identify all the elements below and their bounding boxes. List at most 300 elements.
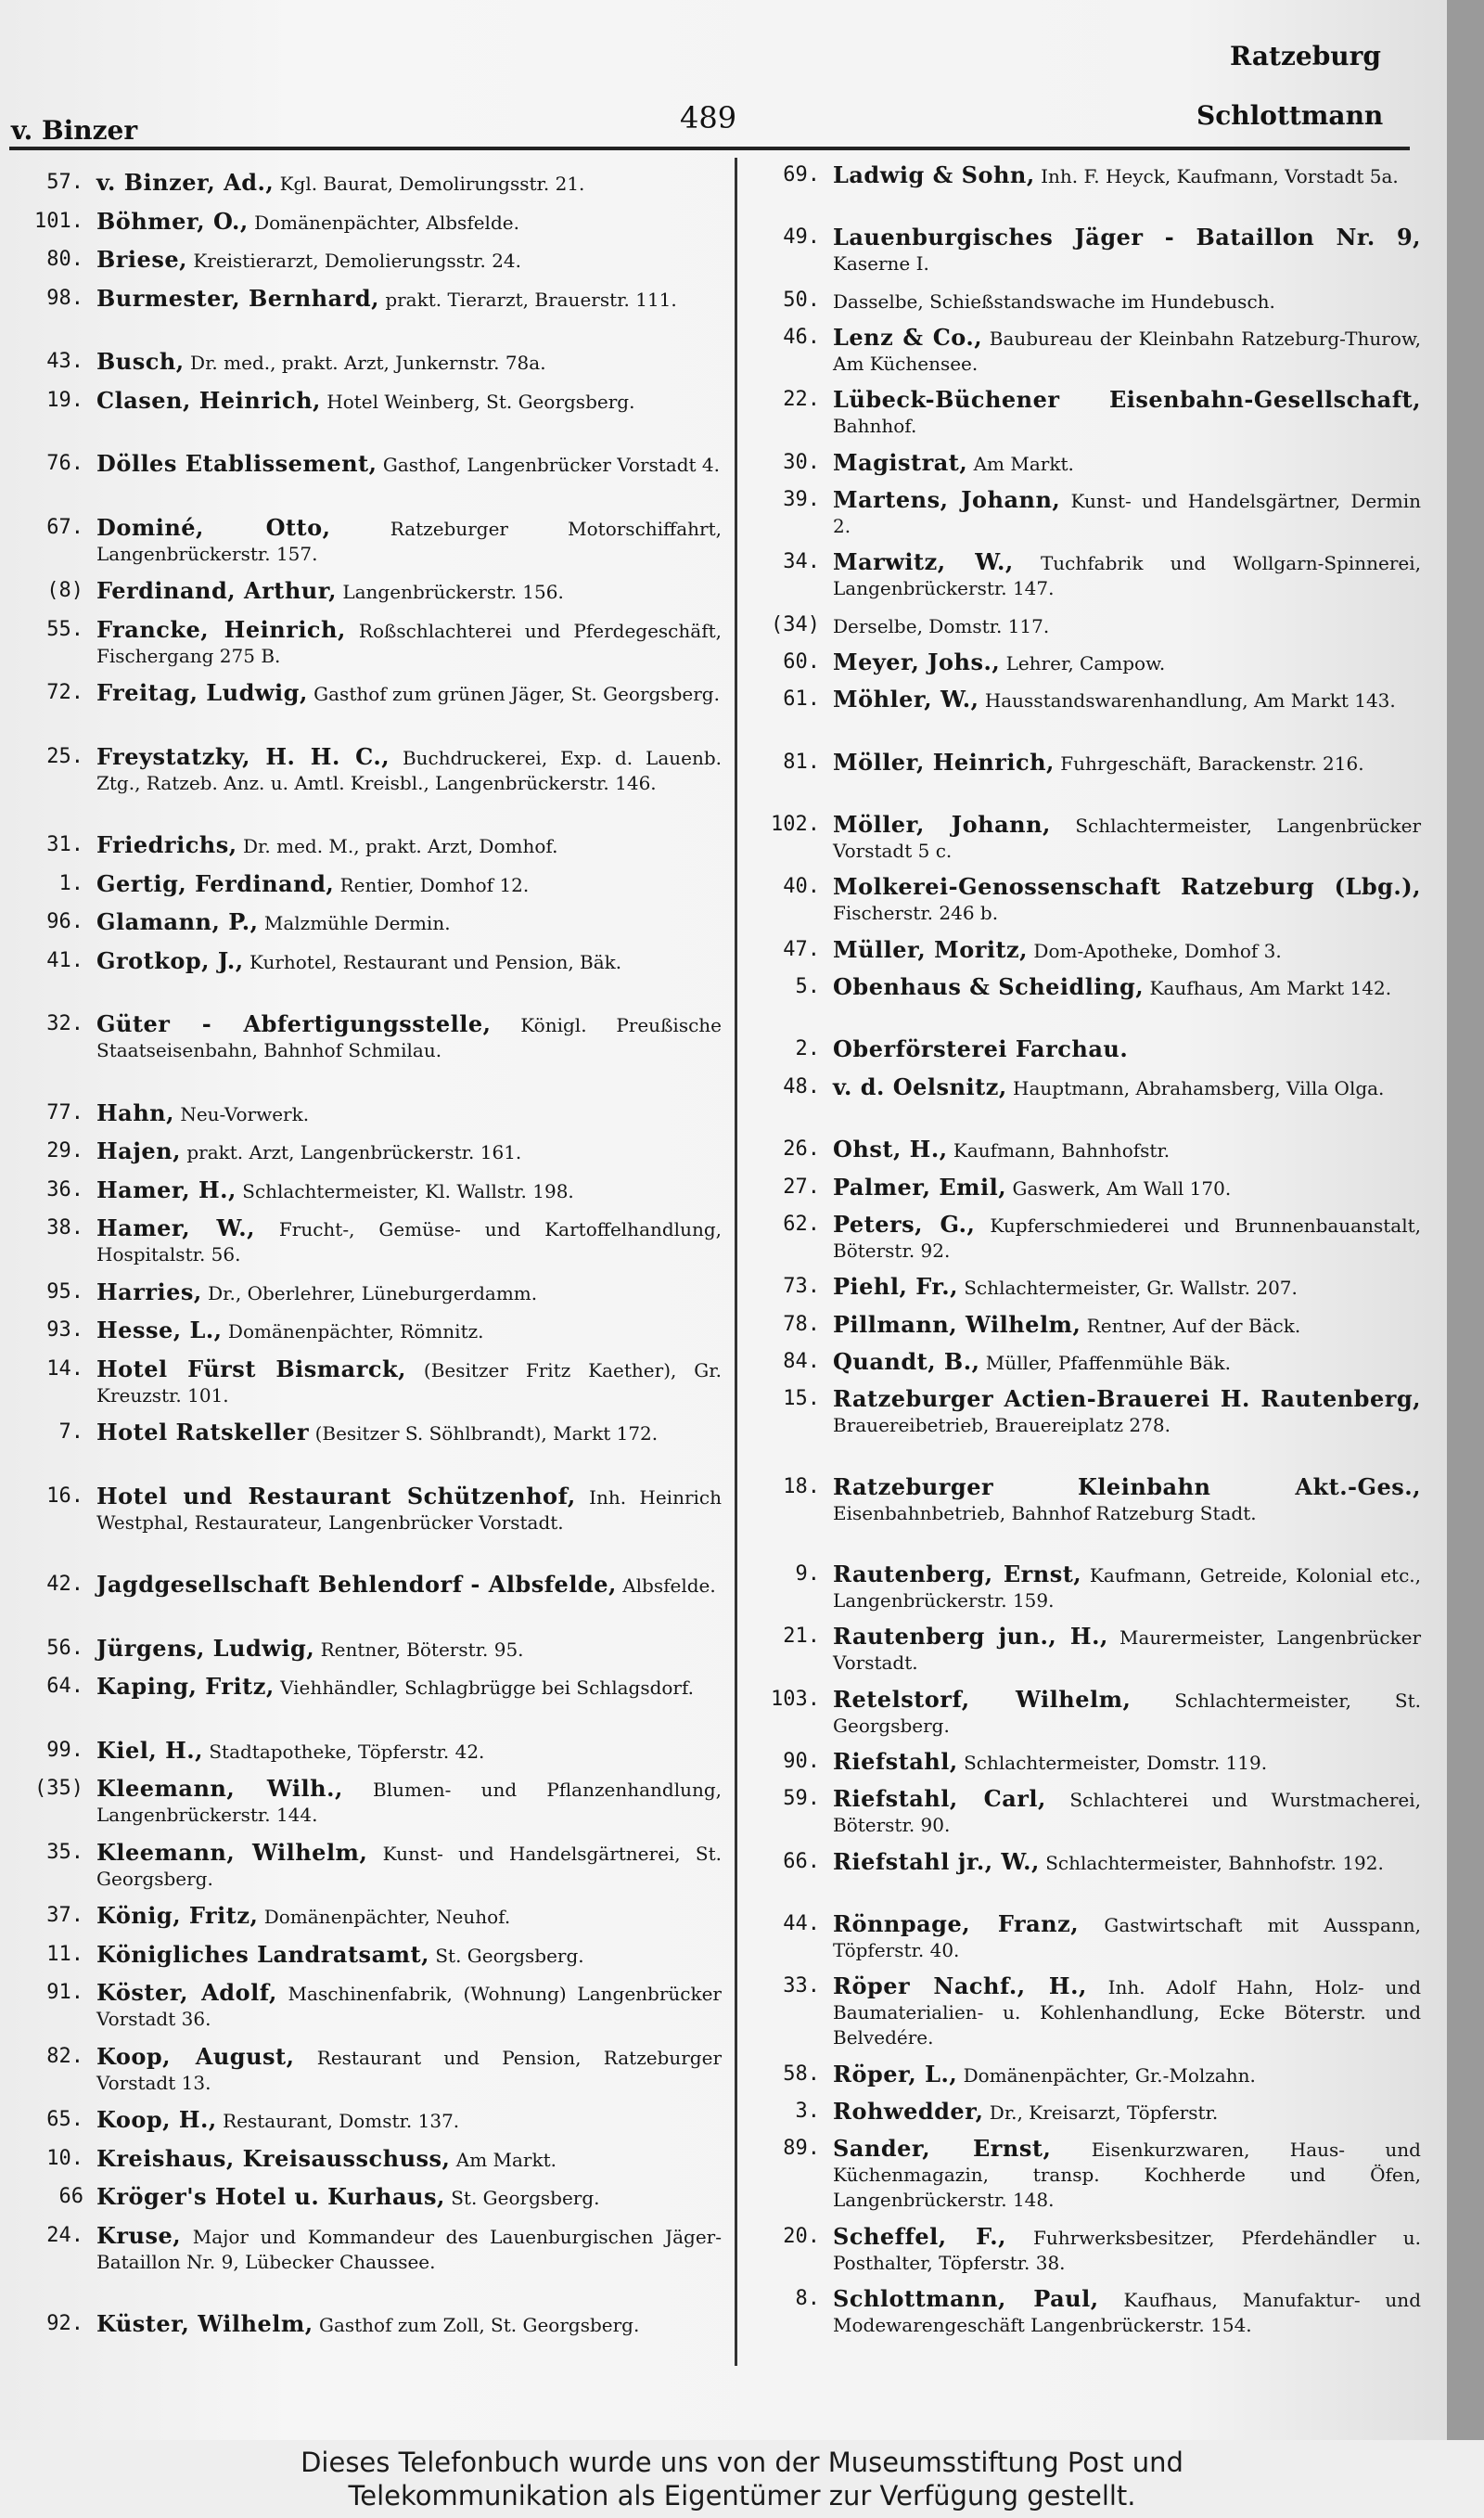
- entry-number: 101.: [34, 210, 83, 233]
- entry-detail: St. Georgsberg.: [451, 2187, 600, 2209]
- entry-detail: Rentner, Auf der Bäck.: [1086, 1315, 1301, 1337]
- directory-entry: [11, 680, 725, 730]
- footer-line-2: Telekommunikation als Eigentümer zur Verfügung gestellt.: [348, 2480, 1136, 2512]
- entry-detail: Derselbe, Domstr. 117.: [833, 615, 1050, 637]
- entry-number: 37.: [46, 1904, 83, 1927]
- entry-text: [96, 578, 722, 605]
- entry-name: Burmester, Bernhard,: [96, 285, 379, 312]
- entry-text: [96, 1738, 722, 1765]
- entry-name: Schlottmann, Paul,: [833, 2285, 1099, 2312]
- directory-entry: [11, 1484, 725, 1559]
- entry-detail: Kupferschmiederei und Brunnenbauanstalt, Böterstr. 92.: [833, 1214, 1422, 1262]
- directory-entry: [11, 286, 725, 336]
- header-rule: [9, 147, 1410, 150]
- entry-name: Rautenberg, Ernst,: [833, 1561, 1082, 1587]
- directory-entry: [748, 1624, 1425, 1674]
- directory-entry: [748, 1973, 1425, 2049]
- entry-text: [833, 649, 1421, 676]
- entry-detail: Rentier, Domhof 12.: [339, 874, 530, 896]
- directory-entry: [748, 812, 1425, 862]
- entry-text: [96, 2146, 722, 2173]
- entry-detail: Gasthof zum grünen Jäger, St. Georgsberg.: [313, 683, 720, 705]
- entry-name: Peters, G.,: [833, 1211, 976, 1238]
- directory-entry: [748, 487, 1425, 537]
- entry-text: [833, 1036, 1421, 1063]
- directory-entry: [11, 948, 725, 998]
- entry-text: [96, 1317, 722, 1344]
- entry-text: [96, 247, 722, 274]
- entry-text: [96, 832, 722, 859]
- directory-entry: [11, 871, 725, 896]
- entry-number: 98.: [46, 287, 83, 310]
- entry-number: 72.: [46, 681, 83, 704]
- directory-entry: [748, 450, 1425, 475]
- directory-entry: [748, 1212, 1425, 1262]
- page-number: 489: [680, 100, 737, 135]
- entry-text: [96, 1138, 722, 1165]
- entry-detail: Hotel Weinberg, St. Georgsberg.: [326, 391, 635, 413]
- entry-detail: Neu-Vorwerk.: [180, 1103, 310, 1125]
- entry-text: [96, 1100, 722, 1127]
- directory-entry: [748, 325, 1425, 375]
- entry-detail: (Besitzer S. Söhlbrandt), Markt 172.: [314, 1422, 659, 1445]
- entry-number: 8.: [795, 2287, 820, 2310]
- entry-name: Piehl, Fr.,: [833, 1273, 958, 1300]
- entry-detail: Schlachtermeister, St. Georgsberg.: [833, 1689, 1422, 1737]
- entry-text: [833, 225, 1421, 276]
- entry-number: 59.: [783, 1787, 820, 1810]
- entry-number: 18.: [783, 1475, 820, 1498]
- entry-name: v. d. Oelsnitz,: [833, 1073, 1007, 1100]
- entry-detail: Kgl. Baurat, Demolirungsstr. 21.: [279, 173, 585, 195]
- entry-number: 38.: [46, 1216, 83, 1240]
- entry-text: [833, 2136, 1421, 2213]
- entry-number: 10.: [46, 2147, 83, 2170]
- directory-entry: [748, 937, 1425, 962]
- entry-detail: Dr., Kreisarzt, Töpferstr.: [989, 2101, 1219, 2124]
- entry-number: 22.: [783, 388, 820, 411]
- directory-entry: [748, 1074, 1425, 1124]
- directory-entry: [748, 1474, 1425, 1549]
- entry-detail: Inh. F. Heyck, Kaufmann, Vorstadt 5a.: [1041, 165, 1399, 187]
- entry-text: [833, 1349, 1421, 1376]
- entry-text: [96, 1980, 722, 2032]
- entry-name: Dominé, Otto,: [96, 514, 331, 541]
- directory-entry: [11, 1674, 725, 1724]
- entry-name: Martens, Johann,: [833, 486, 1061, 513]
- directory-entry: [11, 170, 725, 195]
- entry-name: Ferdinand, Arthur,: [96, 577, 337, 604]
- entry-number: 1.: [58, 872, 83, 895]
- entry-number: 24.: [46, 2224, 83, 2247]
- entry-detail: Kunst- und Handelsgärtner, Dermin 2.: [833, 490, 1421, 537]
- entry-number: 61.: [783, 687, 820, 711]
- entry-name: Hajen,: [96, 1137, 181, 1164]
- entry-name: Lenz & Co.,: [833, 324, 983, 351]
- directory-entry: [11, 1738, 725, 1763]
- entry-number: 99.: [46, 1739, 83, 1762]
- entry-detail: Dr., Oberlehrer, Lüneburgerdamm.: [208, 1282, 538, 1304]
- entry-number: 7.: [58, 1420, 83, 1444]
- entry-name: Gertig, Ferdinand,: [96, 870, 335, 897]
- entry-name: Güter - Abfertigungsstelle,: [96, 1010, 492, 1037]
- entry-detail: Königl. Preußische Staatseisenbahn, Bahnhof Schmilau.: [96, 1014, 723, 1061]
- entry-text: [96, 744, 722, 796]
- entry-text: [833, 1386, 1421, 1438]
- directory-entry: [11, 515, 725, 565]
- entry-text: [96, 680, 722, 707]
- entry-name: Retelstorf, Wilhelm,: [833, 1686, 1132, 1713]
- directory-entry: [748, 2062, 1425, 2087]
- entry-number: 26.: [783, 1137, 820, 1161]
- entry-text: [96, 1420, 722, 1446]
- entry-text: [96, 1011, 722, 1063]
- entry-detail: Viehhändler, Schlagbrügge bei Schlagsdorf.: [280, 1677, 695, 1699]
- entry-name: Clasen, Heinrich,: [96, 387, 321, 414]
- entry-text: [833, 1212, 1421, 1264]
- entry-text: [96, 2107, 722, 2134]
- entry-text: [96, 388, 722, 415]
- entry-text: [96, 1215, 722, 1267]
- entry-detail: Maschinenfabrik, (Wohnung) Langenbrücker Vorstadt 36.: [96, 1983, 722, 2030]
- directory-entry: [748, 288, 1425, 313]
- entry-name: Marwitz, W.,: [833, 548, 1014, 575]
- entry-number: 91.: [46, 1981, 83, 2004]
- entry-name: Hesse, L.,: [96, 1317, 223, 1343]
- entry-detail: Blumen- und Pflanzenhandlung, Langenbrückerstr. 144.: [96, 1779, 723, 1826]
- entry-text: [833, 612, 1421, 639]
- entry-detail: Restaurant, Domstr. 137.: [223, 2110, 460, 2132]
- entry-name: Möller, Johann,: [833, 811, 1051, 838]
- entry-number: 80.: [46, 248, 83, 271]
- entry-detail: St. Georgsberg.: [435, 1945, 584, 1967]
- directory-entry: [11, 1776, 725, 1826]
- entry-number: 9.: [795, 1562, 820, 1586]
- entry-number: 62.: [783, 1213, 820, 1236]
- entry-number: 19.: [46, 389, 83, 412]
- entry-detail: Domänenpächter, Neuhof.: [263, 1906, 511, 1928]
- entry-name: Ratzeburger Kleinbahn Akt.-Ges.,: [833, 1473, 1421, 1500]
- entry-name: Briese,: [96, 246, 187, 273]
- entry-text: [833, 325, 1421, 377]
- entry-detail: Kaufhaus, Manufaktur- und Modewarengeschäft Langenbrückerstr. 154.: [833, 2289, 1421, 2336]
- entry-detail: Kaufhaus, Am Markt 142.: [1149, 977, 1392, 999]
- entry-text: [833, 1274, 1421, 1301]
- entry-name: Quandt, B.,: [833, 1348, 980, 1375]
- entry-name: Riefstahl, Carl,: [833, 1785, 1046, 1812]
- entry-detail: Müller, Pfaffenmühle Bäk.: [985, 1352, 1231, 1374]
- entry-name: Königliches Landratsamt,: [96, 1941, 429, 1968]
- entry-text: [833, 387, 1421, 439]
- directory-entry: [748, 1312, 1425, 1337]
- entry-name: Hotel Fürst Bismarck,: [96, 1355, 406, 1382]
- entry-detail: Hauptmann, Abrahamsberg, Villa Olga.: [1013, 1077, 1385, 1099]
- entry-number: 27.: [783, 1175, 820, 1199]
- entry-text: [833, 1624, 1421, 1676]
- entry-name: Busch,: [96, 348, 185, 375]
- entry-number: 95.: [46, 1280, 83, 1304]
- entry-detail: Schlachtermeister, Gr. Wallstr. 207.: [964, 1277, 1298, 1299]
- directory-entry: [748, 974, 1425, 1024]
- entry-detail: Dom-Apotheke, Domhof 3.: [1033, 940, 1282, 962]
- entry-text: [833, 487, 1421, 539]
- entry-detail: Gastwirtschaft mit Ausspann, Töpferstr. 40.: [833, 1914, 1421, 1961]
- directory-entry: [748, 649, 1425, 674]
- entry-number: 84.: [783, 1350, 820, 1373]
- entry-text: [96, 871, 722, 898]
- directory-entry: [11, 1420, 725, 1470]
- entry-text: [96, 209, 722, 236]
- directory-entry: [11, 617, 725, 667]
- entry-number: 76.: [46, 452, 83, 475]
- entry-detail: Lehrer, Campow.: [1005, 652, 1166, 674]
- directory-entry: [11, 578, 725, 603]
- entry-name: Meyer, Johs.,: [833, 649, 1001, 675]
- directory-entry: [11, 1356, 725, 1407]
- directory-entry: [748, 1274, 1425, 1299]
- entry-detail: Fischerstr. 246 b.: [833, 902, 999, 924]
- entry-number: 92.: [46, 2312, 83, 2335]
- entry-text: [96, 1356, 722, 1408]
- entry-detail: Kaserne I.: [833, 252, 929, 275]
- directory-entry: [11, 349, 725, 374]
- entry-detail: Domänenpächter, Albsfelde.: [254, 212, 519, 234]
- directory-entry: [11, 1011, 725, 1086]
- entry-number: 42.: [46, 1573, 83, 1596]
- entry-number: 78.: [783, 1313, 820, 1336]
- entry-text: [96, 2311, 722, 2338]
- entry-name: Böhmer, O.,: [96, 208, 249, 235]
- entry-name: Möhler, W.,: [833, 686, 979, 713]
- entry-number: 35.: [46, 1841, 83, 1864]
- entry-name: Röper, L.,: [833, 2061, 958, 2088]
- entry-detail: Schlachterei und Wurstmacherei, Böterstr. 90.: [833, 1789, 1422, 1836]
- entry-number: 15.: [783, 1387, 820, 1410]
- entry-name: Koop, August,: [96, 2043, 295, 2070]
- entry-detail: Am Markt.: [973, 453, 1074, 475]
- entry-name: Hahn,: [96, 1099, 174, 1126]
- entry-detail: Domänenpächter, Römnitz.: [227, 1320, 484, 1343]
- entry-name: Francke, Heinrich,: [96, 616, 346, 643]
- entry-number: 89.: [783, 2137, 820, 2160]
- entry-number: 66.: [783, 1850, 820, 1873]
- entry-text: [833, 1175, 1421, 1201]
- entry-number: 56.: [46, 1637, 83, 1660]
- directory-entry: [11, 1572, 725, 1622]
- entry-text: [96, 2044, 722, 2096]
- entry-name: Oberförsterei Farchau.: [833, 1035, 1129, 1062]
- entry-number: 82.: [46, 2045, 83, 2068]
- entry-detail: (Besitzer Fritz Kaether), Gr. Kreuzstr. 101.: [96, 1359, 723, 1407]
- directory-entry: [11, 1980, 725, 2030]
- directory-entry: [748, 2099, 1425, 2124]
- entry-detail: Restaurant und Pension, Ratzeburger Vorstadt 13.: [96, 2047, 723, 2094]
- directory-entry: [11, 1177, 725, 1202]
- entry-name: Möller, Heinrich,: [833, 749, 1055, 776]
- entry-text: [96, 1674, 722, 1701]
- entry-number: 29.: [46, 1139, 83, 1163]
- entry-text: [833, 937, 1421, 964]
- directory-entry: [748, 1911, 1425, 1961]
- entry-number: 81.: [783, 751, 820, 774]
- entry-text: [833, 288, 1421, 315]
- entry-name: Köster, Adolf,: [96, 1979, 277, 2006]
- entry-detail: Maurermeister, Langenbrücker Vorstadt.: [833, 1626, 1421, 1674]
- entry-detail: Schlachtermeister, Domstr. 119.: [964, 1752, 1268, 1774]
- directory-entry: [748, 1386, 1425, 1461]
- entry-number: 43.: [46, 350, 83, 373]
- entry-detail: Eisenbahnbetrieb, Bahnhof Ratzeburg Stadt.: [833, 1502, 1257, 1524]
- entry-name: Rohwedder,: [833, 2098, 984, 2125]
- directory-entry: [748, 549, 1425, 599]
- entry-number: 39.: [783, 488, 820, 511]
- entry-number: (35): [34, 1777, 83, 1800]
- entry-text: [96, 1484, 722, 1535]
- entry-detail: Dasselbe, Schießstandswache im Hundebusch.: [833, 290, 1275, 313]
- entry-text: [96, 1177, 722, 1204]
- directory-entry: [748, 612, 1425, 637]
- entry-detail: Gasthof, Langenbrücker Vorstadt 4.: [382, 454, 721, 476]
- directory-entry: [748, 225, 1425, 275]
- entry-name: Palmer, Emil,: [833, 1174, 1007, 1201]
- entry-name: Hamer, H.,: [96, 1176, 237, 1203]
- entry-name: Hotel und Restaurant Schützenhof,: [96, 1483, 576, 1510]
- entry-text: [833, 874, 1421, 926]
- entry-name: Koop, H.,: [96, 2106, 217, 2133]
- entry-detail: prakt. Tierarzt, Brauerstr. 111.: [385, 289, 677, 311]
- entry-detail: Kaufmann, Bahnhofstr.: [953, 1139, 1171, 1162]
- footer-notice: [0, 2440, 1484, 2518]
- entry-number: 96.: [46, 910, 83, 933]
- entry-number: 2.: [795, 1037, 820, 1060]
- entry-name: Küster, Wilhelm,: [96, 2310, 313, 2337]
- directory-entry: [11, 2311, 725, 2361]
- entry-name: Glamann, P.,: [96, 908, 259, 935]
- footer-line-1: Dieses Telefonbuch wurde uns von der Museumsstiftung Post und: [301, 2447, 1183, 2478]
- header-right-top: Ratzeburg: [1230, 41, 1381, 71]
- directory-entry: [11, 1636, 725, 1661]
- entry-number: 30.: [783, 451, 820, 474]
- entry-name: Friedrichs,: [96, 831, 237, 858]
- entry-detail: Schlachtermeister, Bahnhofstr. 192.: [1045, 1852, 1384, 1874]
- entry-number: 49.: [783, 225, 820, 249]
- entry-number: 40.: [783, 875, 820, 898]
- directory-entry: [748, 2136, 1425, 2211]
- entry-text: [833, 2286, 1421, 2338]
- entry-detail: Roßschlachterei und Pferdegeschäft, Fischergang 275 B.: [96, 620, 722, 667]
- directory-entry: [11, 1279, 725, 1304]
- directory-entry: [11, 451, 725, 501]
- entry-text: [96, 1572, 722, 1599]
- entry-detail: Inh. Heinrich Westphal, Restaurateur, Langenbrücker Vorstadt.: [96, 1486, 722, 1534]
- entry-text: [833, 1474, 1421, 1526]
- entry-text: [833, 162, 1421, 189]
- entry-number: 65.: [46, 2108, 83, 2131]
- entry-detail: Kreistierarzt, Demolierungsstr. 24.: [193, 250, 521, 272]
- directory-entry: [11, 832, 725, 857]
- entry-number: 20.: [783, 2225, 820, 2248]
- entry-number: 11.: [46, 1943, 83, 1966]
- entry-detail: Gasthof zum Zoll, St. Georgsberg.: [318, 2314, 640, 2336]
- entry-text: [96, 170, 722, 197]
- directory-entry: [11, 1942, 725, 1967]
- directory-entry: [11, 2146, 725, 2171]
- entry-text: [96, 451, 722, 478]
- entry-text: [833, 750, 1421, 777]
- entry-name: Riefstahl jr., W.,: [833, 1848, 1040, 1875]
- entry-name: Sander, Ernst,: [833, 2135, 1052, 2162]
- entry-detail: Rentner, Böterstr. 95.: [320, 1638, 524, 1661]
- entry-text: [96, 1279, 722, 1306]
- entry-name: Lübeck-Büchener Eisenbahn-Gesellschaft,: [833, 386, 1421, 413]
- directory-entry: [11, 1100, 725, 1125]
- directory-entry: [11, 909, 725, 934]
- directory-entry: [11, 2223, 725, 2298]
- directory-entry: [748, 1349, 1425, 1374]
- entry-detail: Schlachtermeister, Kl. Wallstr. 198.: [242, 1180, 574, 1202]
- entry-detail: Dr. med. M., prakt. Arzt, Domhof.: [242, 835, 558, 857]
- entry-number: 21.: [783, 1625, 820, 1648]
- entry-number: 50.: [783, 289, 820, 312]
- entry-detail: Gaswerk, Am Wall 170.: [1012, 1177, 1232, 1200]
- directory-entry: [11, 1215, 725, 1265]
- entry-name: König, Fritz,: [96, 1902, 259, 1929]
- entry-number: 55.: [46, 618, 83, 641]
- entry-text: [833, 1074, 1421, 1101]
- entry-name: Pillmann, Wilhelm,: [833, 1311, 1081, 1338]
- entry-name: Molkerei-Genossenschaft Ratzeburg (Lbg.),: [833, 873, 1421, 900]
- entry-name: Jürgens, Ludwig,: [96, 1635, 315, 1662]
- entry-detail: Fuhrgeschäft, Barackenstr. 216.: [1060, 752, 1364, 775]
- entry-number: 34.: [783, 550, 820, 573]
- entry-number: 5.: [795, 975, 820, 998]
- entry-name: Freitag, Ludwig,: [96, 679, 308, 706]
- entry-name: Hotel Ratskeller: [96, 1419, 310, 1445]
- directory-entry: [748, 1036, 1425, 1061]
- entry-text: [833, 1137, 1421, 1163]
- entry-text: [833, 1561, 1421, 1613]
- directory-entry: [748, 1561, 1425, 1612]
- entry-name: Kreishaus, Kreisausschuss,: [96, 2145, 451, 2172]
- entry-text: [96, 1636, 722, 1663]
- entry-number: 16.: [46, 1484, 83, 1508]
- entry-detail: Domänenpächter, Gr.-Molzahn.: [963, 2064, 1256, 2087]
- entry-text: [833, 2224, 1421, 2276]
- entry-number: 102.: [771, 813, 820, 836]
- entry-text: [833, 687, 1421, 713]
- entry-number: 31.: [46, 833, 83, 856]
- entry-number: 57.: [46, 171, 83, 194]
- directory-entry: [748, 2224, 1425, 2274]
- entry-text: [833, 1687, 1421, 1739]
- directory-entry: [748, 1687, 1425, 1737]
- entry-detail: Langenbrückerstr. 156.: [342, 581, 564, 603]
- entry-name: Freystatzky, H. H. C.,: [96, 743, 390, 770]
- entry-text: [833, 450, 1421, 477]
- entry-text: [96, 1903, 722, 1930]
- entry-number: 46.: [783, 326, 820, 349]
- entry-detail: Kaufmann, Getreide, Kolonial etc., Langenbrückerstr. 159.: [833, 1564, 1422, 1612]
- entry-detail: Kurhotel, Restaurant und Pension, Bäk.: [249, 951, 622, 973]
- entry-number: 93.: [46, 1318, 83, 1342]
- entry-number: 73.: [783, 1275, 820, 1298]
- entry-detail: Ratzeburger Motorschiffahrt, Langenbrückerstr. 157.: [96, 518, 723, 565]
- entry-number: 44.: [783, 1912, 820, 1935]
- entry-number: 103.: [771, 1688, 820, 1711]
- entry-name: Lauenburgisches Jäger - Bataillon Nr. 9,: [833, 224, 1421, 251]
- entry-name: Dölles Etablissement,: [96, 450, 377, 477]
- entry-text: [96, 1942, 722, 1969]
